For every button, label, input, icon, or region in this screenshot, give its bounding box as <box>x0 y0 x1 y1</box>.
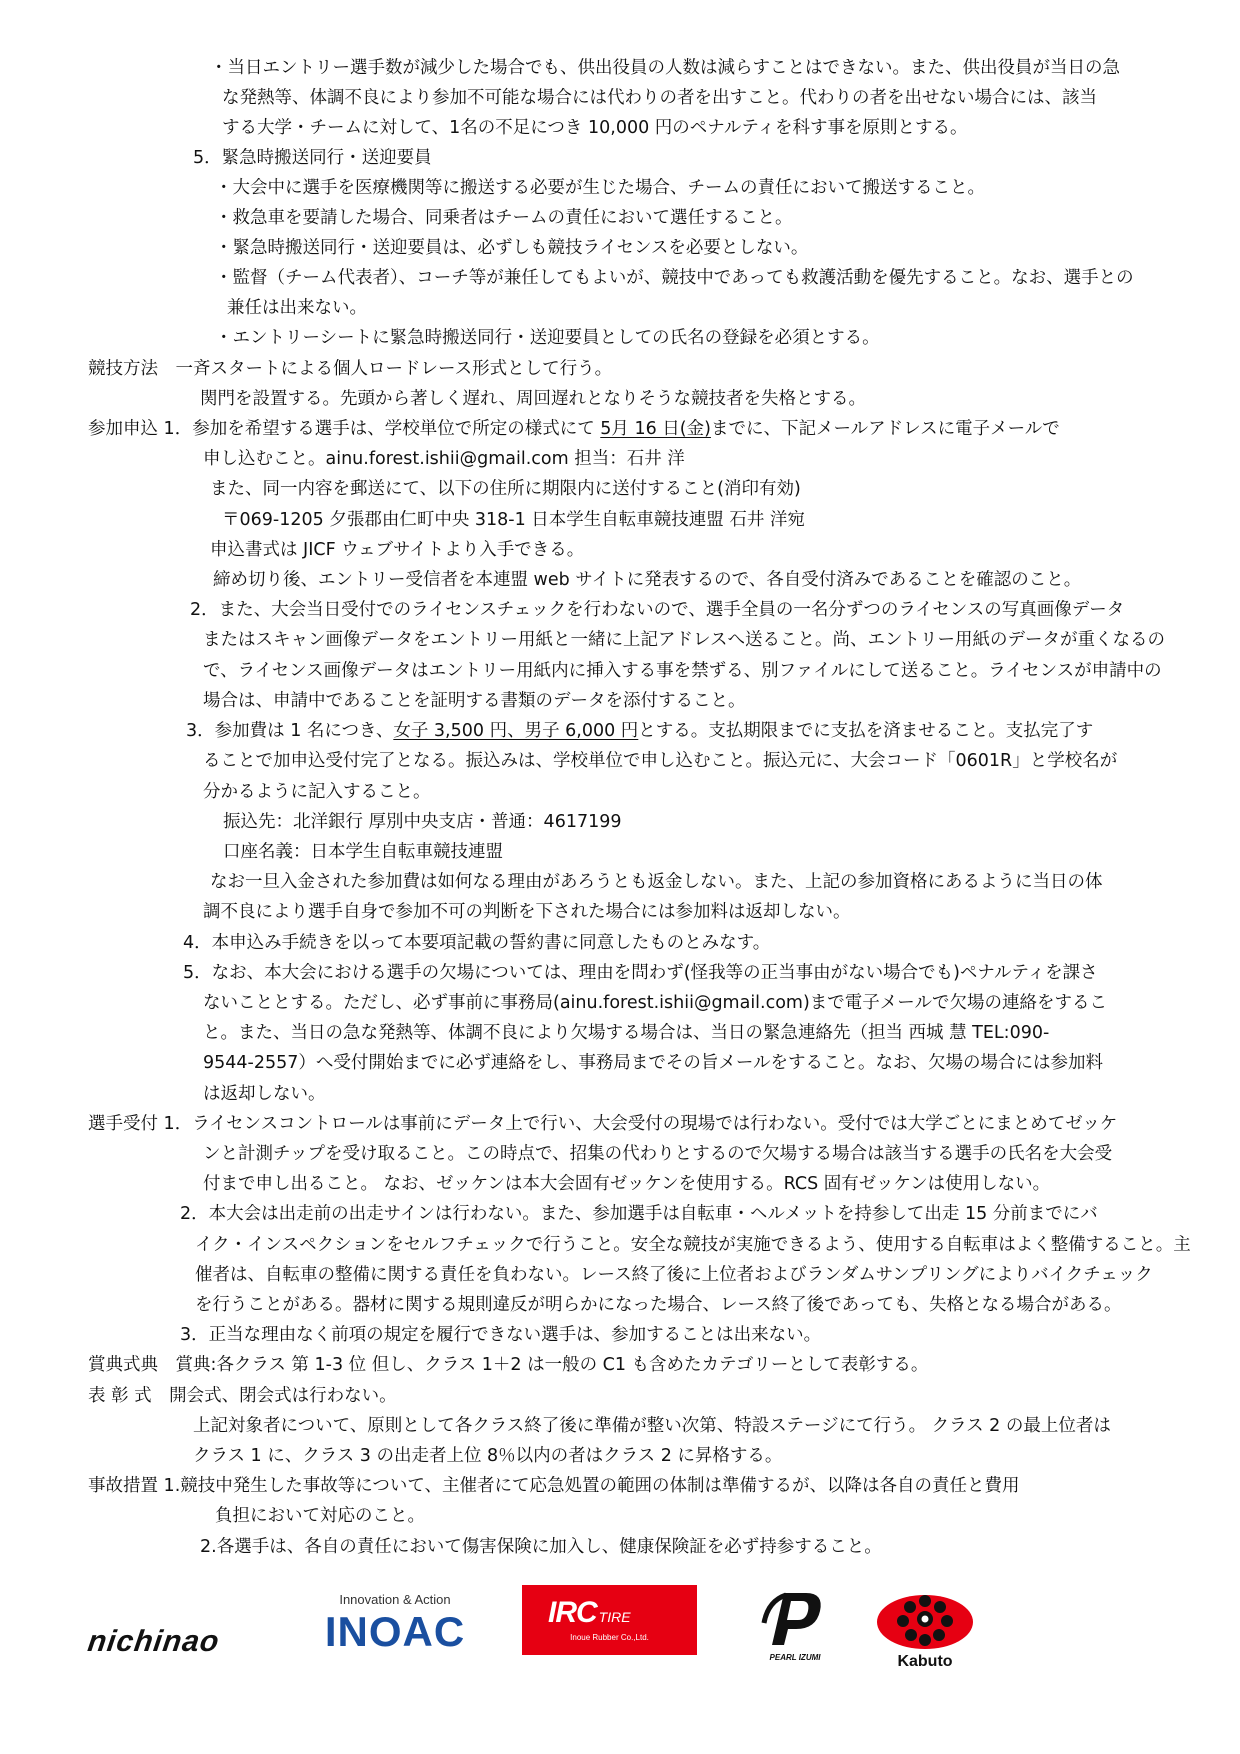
body-line: ・救急車を要請した場合、同乗者はチームの責任において選任すること。 <box>215 208 793 228</box>
body-line: 2.各選手は、各自の責任において傷害保険に加入し、健康保険証を必ず持参すること。 <box>200 1537 882 1557</box>
body-text: までに、下記メールアドレスに電子メールで <box>710 419 1060 439</box>
body-line: 5．なお、本大会における選手の欠場については、理由を問わず(怪我等の正当事由がない場合でも)ペナルティを課さ <box>183 963 1098 983</box>
body-line: は返却しない。 <box>203 1084 326 1104</box>
section-senshu-uketsuke: 選手受付 1．ライセンスコントロールは事前にデータ上で行い、大会受付の現場では行わない。受付では大学ごとにまとめてゼッケ <box>88 1114 1118 1134</box>
irc-text: IRC <box>548 1596 597 1629</box>
body-line: 9544-2557）へ受付開始までに必ず連絡をし、事務局までその旨メールをすること。なお、欠場の場合には参加料 <box>203 1053 1104 1073</box>
account-name: 口座名義：日本学生自転車競技連盟 <box>223 842 503 862</box>
body-line: また、同一内容を郵送にて、以下の住所に期限内に送付すること(消印有効) <box>210 479 801 499</box>
body-line: 場合は、申請中であることを証明する書類のデータを添付すること。 <box>203 691 746 711</box>
pearl-izumi-logo <box>750 1587 840 1672</box>
body-line: ることで加申込受付完了となる。振込みは、学校単位で申し込むこと。振込元に、大会コード「0601R」と学校名が <box>203 751 1118 771</box>
irc-wordmark <box>548 1596 631 1630</box>
fee-amounts: 女子 3,500 円、男子 6,000 円 <box>393 721 639 741</box>
body-line: 関門を設置する。先頭から著しく遅れ、周回遅れとなりそうな競技者を失格とする。 <box>200 389 867 409</box>
nichinao-logo: nichinao <box>85 1625 222 1658</box>
body-line: ・エントリーシートに緊急時搬送同行・送迎要員としての氏名の登録を必須とする。 <box>215 328 880 348</box>
body-line: 4．本申込み手続きを以って本要項記載の誓約書に同意したものとみなす。 <box>183 933 771 953</box>
pearl-izumi-text: PEARL IZUMI <box>769 1653 821 1662</box>
body-line: 申し込むこと。ainu.forest.ishii@gmail.com 担当：石井 洋 <box>203 449 685 469</box>
body-line: 分かるように記入すること。 <box>203 782 431 802</box>
body-line: ンと計測チップを受け取ること。この時点で、招集の代わりとするので欠場する場合は該当する選手の氏名を大会受 <box>203 1144 1113 1164</box>
body-line: 上記対象者について、原則として各クラス終了後に準備が整い次第、特設ステージにて行う。 クラス 2 の最上位者は <box>193 1416 1111 1436</box>
body-line: 申込書式は JICF ウェブサイトより入手できる。 <box>210 540 585 560</box>
kabuto-emblem-icon <box>875 1593 975 1651</box>
body-line: ・大会中に選手を医療機関等に搬送する必要が生じた場合、チームの責任において搬送すること。 <box>215 178 985 198</box>
body-line: で、ライセンス画像データはエントリー用紙内に挿入する事を禁ずる、別ファイルにして送ること。ライセンスが申請中の <box>203 661 1162 681</box>
body-line: クラス 1 に、クラス 3 の出走者上位 8％以内の者はクラス 2 に昇格する。 <box>193 1446 783 1466</box>
body-line: 催者は、自転車の整備に関する責任を負わない。レース終了後に上位者およびランダムサンプリングによりバイクチェック <box>195 1265 1153 1285</box>
section-kyogi-hoho: 競技方法 一斉スタートによる個人ロードレース形式として行う。 <box>88 359 613 379</box>
inoac-wordmark: INOAC <box>324 1608 466 1655</box>
tire-text: TIRE <box>598 1609 631 1625</box>
body-line: なお一旦入金された参加費は如何なる理由があろうとも返金しない。また、上記の参加資格にあるように当日の体 <box>210 872 1103 892</box>
inoac-tagline: Innovation & Action <box>339 1592 451 1607</box>
section-sanka-moushikomi <box>88 421 1060 439</box>
sponsor-logos <box>0 1585 1240 1685</box>
body-line: ・監督（チーム代表者）、コーチ等が兼任してもよいが、競技中であっても救護活動を優先すること。なお、選手との <box>215 268 1134 288</box>
body-line: またはスキャン画像データをエントリー用紙と一緒に上記アドレスへ送ること。尚、エントリー用紙のデータが重くなるの <box>203 630 1165 650</box>
body-line: イク・インスペクションをセルフチェックで行うこと。安全な競技が実施できるよう、使用する自転車はよく整備すること。主 <box>195 1235 1191 1255</box>
body-line: 2．本大会は出走前の出走サインは行わない。また、参加選手は自転車・ヘルメットを持参して出走 15 分前までにバ <box>180 1204 1098 1224</box>
kabuto-logo <box>875 1593 975 1673</box>
body-line: 調不良により選手自身で参加不可の判断を下された場合には参加料は返却しない。 <box>203 902 851 922</box>
pearl-izumi-emblem-icon <box>760 1587 830 1649</box>
body-text: 3．参加費は 1 名につき、 <box>186 721 394 741</box>
section-heading: 5．緊急時搬送同行・送迎要員 <box>193 148 432 168</box>
section-jiko-sochi: 事故措置 1.競技中発生した事故等について、主催者にて応急処置の範囲の体制は準備するが、以降は各自の責任と費用 <box>88 1476 1020 1496</box>
body-text: とする。支払期限までに支払を済ませること。支払完了す <box>638 721 1094 741</box>
body-line: ・当日エントリー選手数が減少した場合でも、供出役員の人数は減らすことはできない。また、供出役員が当日の急 <box>210 58 1120 78</box>
body-line: を行うことがある。器材に関する規則違反が明らかになった場合、レース終了後であっても、失格となる場合がある。 <box>195 1295 1122 1315</box>
body-line: 負担において対応のこと。 <box>215 1506 425 1526</box>
body-line: ・緊急時搬送同行・送迎要員は、必ずしも競技ライセンスを必要としない。 <box>215 238 809 258</box>
inoac-logo <box>310 1592 480 1654</box>
fee-line <box>186 723 1093 741</box>
irc-subtitle: Inoue Rubber Co.,Ltd. <box>570 1633 649 1642</box>
body-line: 2．また、大会当日受付でのライセンスチェックを行わないので、選手全員の一名分ずつのライセンスの写真画像データ <box>190 600 1125 620</box>
postal-address: 〒069-1205 夕張郡由仁町中央 318-1 日本学生自転車競技連盟 石井 洋宛 <box>222 510 805 530</box>
body-line: と。また、当日の急な発熱等、体調不良により欠場する場合は、当日の緊急連絡先（担当 西城 慧 TEL:090- <box>203 1023 1050 1043</box>
irc-tire-logo <box>522 1585 697 1655</box>
body-line: な発熱等、体調不良により参加不可能な場合には代わりの者を出すこと。代わりの者を出せない場合には、該当 <box>222 88 1097 108</box>
body-line: 3．正当な理由なく前項の規定を履行できない選手は、参加することは出来ない。 <box>180 1325 822 1345</box>
bank-account: 振込先：北洋銀行 厚別中央支店・普通：4617199 <box>223 812 622 832</box>
body-line: ないこととする。ただし、必ず事前に事務局(ainu.forest.ishii@gmail.com)まで電子メールで欠場の連絡をするこ <box>203 993 1107 1013</box>
body-text: 参加申込 1．参加を希望する選手は、学校単位で所定の様式にて <box>88 419 601 439</box>
body-line: する大学・チームに対して、1名の不足につき 10,000 円のペナルティを科す事を原則とする。 <box>222 118 968 138</box>
deadline-date: 5月 16 日(金) <box>600 419 711 439</box>
body-line: 締め切り後、エントリー受信者を本連盟 web サイトに発表するので、各自受付済みであることを確認のこと。 <box>213 570 1082 590</box>
kabuto-text: Kabuto <box>897 1653 953 1670</box>
section-hyoshoshiki: 表 彰 式 開会式、閉会式は行わない。 <box>88 1386 397 1406</box>
body-line: 付まで申し出ること。 なお、ゼッケンは本大会固有ゼッケンを使用する。RCS 固有ゼッケンは使用しない。 <box>203 1174 1051 1194</box>
body-line: 兼任は出来ない。 <box>227 298 367 318</box>
section-shoten-shikiten: 賞典式典 賞典:各クラス 第 1-3 位 但し、クラス 1＋2 は一般の C1 も含めたカテゴリーとして表彰する。 <box>88 1355 929 1375</box>
